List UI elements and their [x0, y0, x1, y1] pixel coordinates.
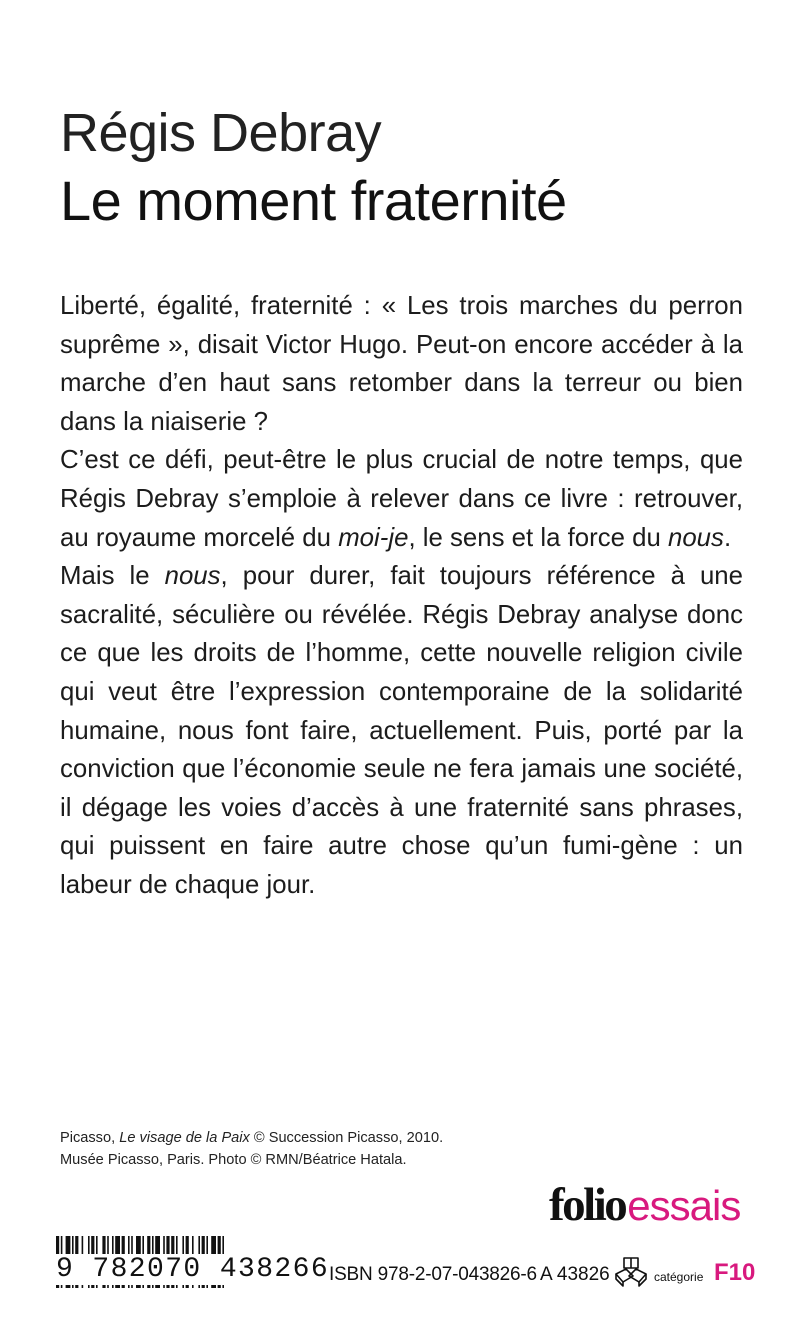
isbn-number: ISBN 978-2-07-043826-6 [329, 1264, 537, 1285]
category-label: catégorie [654, 1270, 704, 1284]
credit-line-1 [60, 1127, 443, 1149]
blurb-text: , le sens et la force du [408, 523, 668, 552]
blurb-text: , pour durer, fait toujours référence à une sacralité, séculière ou révélée. Régis Debray analyse donc ce que les droits de l’homme, cette nouvelle religion civile qui veut être l’expression contemporaine de la solidarité humaine, nous font faire, actuellement. Puis, porté par la conviction que l’économie seule ne fera jamais une société, il dégage les voies d’accès à une fraternité sans phrases, qui puissent en faire autre chose qu’un fumi-gène : un labeur de chaque jour. [60, 562, 743, 899]
credit-text: Picasso, [60, 1130, 120, 1146]
blurb-paragraph-2 [60, 441, 743, 557]
book-title: Le moment fraternité [60, 169, 567, 232]
blurb-emphasis: nous [667, 523, 724, 552]
author-name: Régis Debray [60, 103, 382, 163]
folio-logo-word: folio [549, 1179, 626, 1231]
product-code: A 43826 [540, 1264, 610, 1285]
image-credit [60, 1127, 443, 1171]
blurb-paragraph-3 [60, 557, 743, 904]
blurb-text: C’est ce défi, peut-être le plus crucial de notre temps, que Régis Debray s’emploie à relever dans ce livre : retrouver, au royaume morcelé du [60, 446, 743, 552]
back-cover-blurb [60, 287, 743, 905]
credit-text: © Succession Picasso, 2010. [249, 1130, 444, 1146]
credit-line-2: Musée Picasso, Paris. Photo © RMN/Béatrice Hatala. [60, 1152, 407, 1168]
folio-essais-logo [549, 1178, 741, 1231]
essais-logo-word: essais [627, 1182, 741, 1229]
blurb-emphasis: nous [164, 562, 221, 591]
credit-artwork-title: Le visage de la Paix [119, 1130, 250, 1146]
books-icon [613, 1254, 649, 1290]
blurb-emphasis: moi-je [338, 523, 409, 552]
blurb-text: Mais le [60, 562, 165, 591]
blurb-text: . [723, 523, 732, 552]
category-code: F10 [714, 1259, 756, 1286]
barcode-digits: 9 782070 438266 [56, 1254, 330, 1285]
blurb-paragraph-1: Liberté, égalité, fraternité : « Les trois marches du perron suprême », disait Victor Hugo. Peut-on encore accéder à la marche d’en haut sans retomber dans la terreur ou bien dans la niaiserie ? [60, 292, 743, 436]
